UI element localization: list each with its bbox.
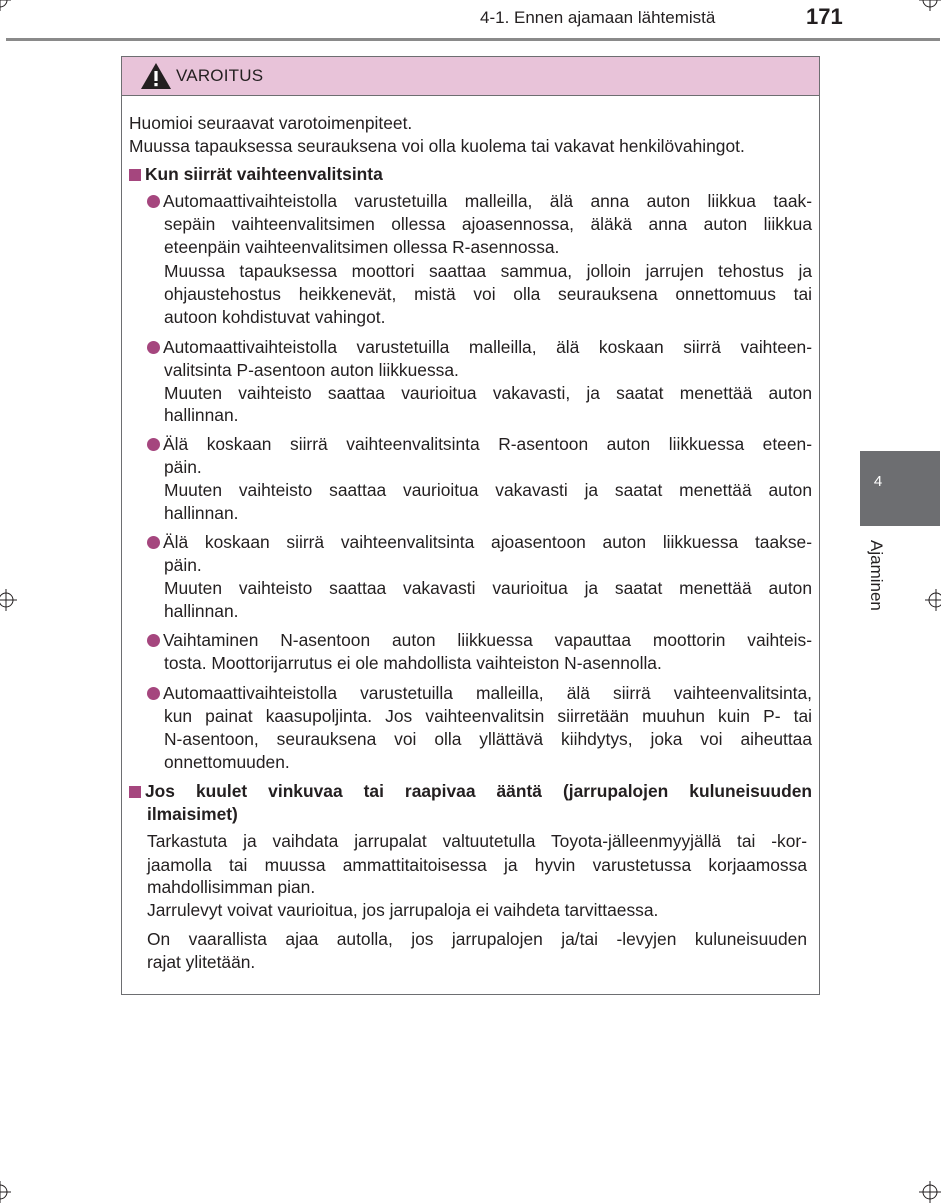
bullet-line: Muuten vaihteisto saattaa vaurioitua vakavasti ja saatat menettää auton	[164, 480, 812, 500]
bullet-line: Muuten vaihteisto saattaa vaurioitua vakavasti, ja saatat menettää auton	[164, 383, 812, 403]
bullet-line: ohjaustehostus heikkenevät, mistä voi olla seurauksena onnettomuus tai	[164, 284, 812, 304]
chapter-number: 4	[873, 473, 883, 490]
bullet-line: kun painat kaasupoljinta. Jos vaihteenvalitsin siirretään muuhun kuin P- tai	[164, 706, 812, 726]
warning-title: VAROITUS	[176, 66, 264, 85]
bullet-line: Automaattivaihteistolla varustetuilla malleilla, älä koskaan siirrä vaihteen-	[147, 336, 812, 359]
page-number: 171	[806, 4, 843, 29]
bullet-line: Älä koskaan siirrä vaihteenvalitsinta R-asentoon auton liikkuessa eteen-	[147, 433, 812, 456]
round-bullet-icon	[147, 341, 160, 354]
bullet-line: Automaattivaihteistolla varustetuilla malleilla, älä siirrä vaihteenvalitsinta,	[147, 682, 812, 705]
bullet-line: päin.	[164, 555, 202, 575]
paragraph-line: rajat ylitetään.	[147, 952, 256, 972]
crop-mark-top-right	[919, 0, 941, 11]
bullet-line: N-asentoon, seurauksena voi olla yllättävä kiihdytys, joka voi aiheuttaa	[164, 729, 812, 749]
bullet-line: hallinnan.	[164, 503, 239, 523]
bullet-line: eteenpäin vaihteenvalitsimen ollessa R-asennossa.	[164, 237, 560, 257]
bullet-line: hallinnan.	[164, 601, 239, 621]
bullet-line: Vaihtaminen N-asentoon auton liikkuessa vapauttaa moottorin vaihteis-	[147, 629, 812, 652]
paragraph-line: jaamolla tai muussa ammattitaitoisessa ja hyvin varustetussa korjaamossa	[147, 855, 807, 875]
chapter-tab[interactable]	[860, 451, 940, 526]
paragraph-line: Tarkastuta ja vaihdata jarrupalat valtuutetulla Toyota-jälleenmyyjällä tai -kor-	[147, 831, 807, 851]
section-title: 4-1. Ennen ajamaan lähtemistä	[480, 8, 716, 27]
header-divider	[6, 38, 940, 41]
round-bullet-icon	[147, 687, 160, 700]
bullet-line: sepäin vaihteenvalitsimen ollessa ajoasennossa, äläkä anna auton liikkua	[164, 214, 812, 234]
intro-line: Huomioi seuraavat varotoimenpiteet.	[129, 113, 413, 133]
bullet-line: päin.	[164, 457, 202, 477]
bullet-line: valitsinta P-asentoon auton liikkuessa.	[164, 360, 459, 380]
section-heading: Jos kuulet vinkuvaa tai raapivaa ääntä (jarrupalojen kuluneisuuden	[129, 780, 812, 803]
crop-mark-top-left	[0, 0, 11, 11]
section-heading: Kun siirrät vaihteenvalitsinta	[129, 163, 383, 186]
chapter-label: Ajaminen	[867, 540, 886, 611]
bullet-line: hallinnan.	[164, 405, 239, 425]
section-heading: ilmaisimet)	[147, 804, 238, 824]
paragraph-line: mahdollisimman pian.	[147, 877, 316, 897]
bullet-line: autoon kohdistuvat vahingot.	[164, 307, 386, 327]
crop-mark-mid-left	[0, 589, 17, 611]
round-bullet-icon	[147, 195, 160, 208]
paragraph-line: Jarrulevyt voivat vaurioitua, jos jarrupaloja ei vaihdeta tarvittaessa.	[147, 900, 659, 920]
paragraph-line: On vaarallista ajaa autolla, jos jarrupalojen ja/tai -levyjen kuluneisuuden	[147, 929, 807, 949]
bullet-line: Automaattivaihteistolla varustetuilla malleilla, älä anna auton liikkua taak-	[147, 190, 812, 213]
round-bullet-icon	[147, 536, 160, 549]
intro-line: Muussa tapauksessa seurauksena voi olla kuolema tai vakavat henkilövahingot.	[129, 136, 745, 156]
round-bullet-icon	[147, 634, 160, 647]
bullet-line: Älä koskaan siirrä vaihteenvalitsinta ajoasentoon auton liikkuessa taakse-	[147, 531, 812, 554]
bullet-line: tosta. Moottorijarrutus ei ole mahdollista vaihteiston N-asennolla.	[164, 653, 662, 673]
round-bullet-icon	[147, 438, 160, 451]
bullet-line: onnettomuuden.	[164, 752, 290, 772]
bullet-line: Muussa tapauksessa moottori saattaa sammua, jolloin jarrujen tehostus ja	[164, 261, 812, 281]
crop-mark-mid-right	[925, 589, 941, 611]
bullet-line: Muuten vaihteisto saattaa vakavasti vaurioitua ja saatat menettää auton	[164, 578, 812, 598]
square-bullet-icon	[129, 169, 141, 181]
square-bullet-icon	[129, 786, 141, 798]
warning-box	[121, 56, 820, 995]
warning-body	[122, 57, 819, 994]
